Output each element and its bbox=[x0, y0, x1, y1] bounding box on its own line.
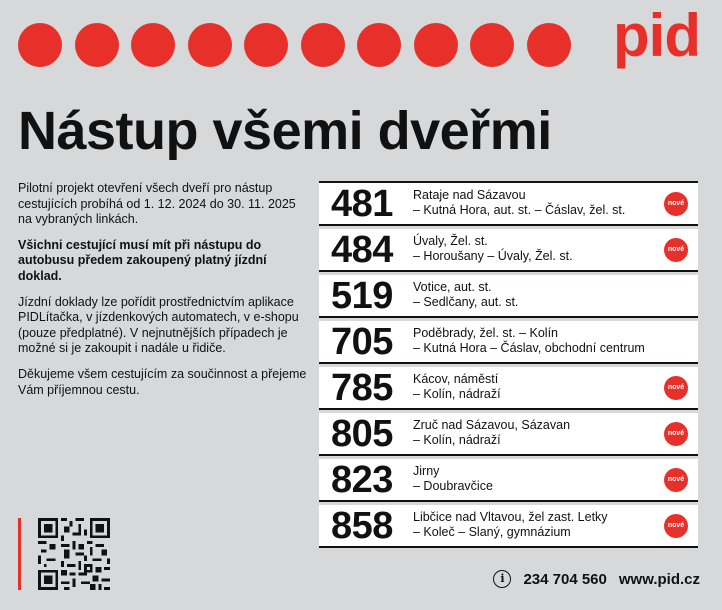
route-line1: Rataje nad Sázavou bbox=[413, 188, 526, 202]
route-line2: – Kolín, nádraží bbox=[413, 387, 501, 401]
route-line1: Jirny bbox=[413, 464, 440, 478]
route-row bbox=[319, 321, 698, 364]
route-destination bbox=[413, 326, 645, 356]
route-line1: Poděbrady, žel. st. – Kolín bbox=[413, 326, 558, 340]
new-badge: nové bbox=[664, 238, 688, 262]
red-dot bbox=[527, 23, 571, 67]
route-line1: Kácov, náměstí bbox=[413, 372, 499, 386]
route-destination bbox=[413, 418, 570, 448]
red-dot bbox=[131, 23, 175, 67]
route-row bbox=[319, 229, 698, 272]
route-number: 484 bbox=[331, 229, 393, 271]
info-icon: i bbox=[493, 570, 511, 588]
qr-code-icon[interactable] bbox=[38, 518, 110, 590]
route-row bbox=[319, 459, 698, 502]
route-destination bbox=[413, 280, 518, 310]
route-destination bbox=[413, 234, 573, 264]
route-number: 858 bbox=[331, 505, 393, 547]
pid-logo: pid bbox=[613, 2, 700, 69]
route-line2: – Sedlčany, aut. st. bbox=[413, 295, 519, 309]
route-number: 823 bbox=[331, 459, 393, 501]
route-number: 785 bbox=[331, 367, 393, 409]
route-number: 481 bbox=[331, 183, 393, 225]
route-line2: – Koleč – Slaný, gymnázium bbox=[413, 525, 571, 539]
intro-paragraph: Pilotní projekt otevření všech dveří pro nástup cestujících probíhá od 1. 12. 2024 do 30. 11. 2025 na vybraných linkách. bbox=[18, 181, 296, 227]
route-row bbox=[319, 183, 698, 226]
route-list bbox=[319, 181, 698, 548]
intro-paragraph: Děkujeme všem cestujícím za součinnost a přejeme Vám příjemnou cestu. bbox=[18, 366, 307, 397]
intro-paragraph: Jízdní doklady lze pořídit prostřednictvím aplikace PIDLítačka, v jízdenkových automatech, v e-shopu (pouze předplatné). V nejnutnějších případech je možné si je zakoupit i nadále u řidiče. bbox=[18, 294, 299, 356]
route-line1: Votice, aut. st. bbox=[413, 280, 492, 294]
new-badge: nové bbox=[664, 376, 688, 400]
new-badge: nové bbox=[664, 422, 688, 446]
route-row bbox=[319, 505, 698, 548]
route-line2: – Doubravčice bbox=[413, 479, 493, 493]
phone-number[interactable]: 234 704 560 bbox=[523, 570, 607, 588]
route-row bbox=[319, 367, 698, 410]
route-destination bbox=[413, 510, 608, 540]
red-dot bbox=[357, 23, 401, 67]
red-dot bbox=[18, 23, 62, 67]
route-line2: – Horoušany – Úvaly, Žel. st. bbox=[413, 249, 573, 263]
route-line2: – Kolín, nádraží bbox=[413, 433, 501, 447]
route-destination bbox=[413, 188, 625, 218]
route-destination bbox=[413, 372, 501, 402]
intro-text bbox=[18, 181, 308, 408]
route-line1: Zruč nad Sázavou, Sázavan bbox=[413, 418, 571, 432]
website-link[interactable]: www.pid.cz bbox=[618, 570, 700, 588]
red-accent-bar bbox=[18, 518, 21, 590]
red-dot bbox=[188, 23, 232, 67]
route-number: 519 bbox=[331, 275, 393, 317]
footer-contact bbox=[493, 570, 700, 588]
route-number: 705 bbox=[331, 321, 393, 363]
red-dot bbox=[301, 23, 345, 67]
route-line1: Libčice nad Vltavou, žel zast. Letky bbox=[413, 510, 608, 524]
route-row bbox=[319, 275, 698, 318]
red-dot bbox=[470, 23, 514, 67]
red-dot bbox=[244, 23, 288, 67]
new-badge: nové bbox=[664, 192, 688, 216]
decorative-dots bbox=[18, 23, 571, 67]
route-destination bbox=[413, 464, 493, 494]
new-badge: nové bbox=[664, 514, 688, 538]
new-badge: nové bbox=[664, 468, 688, 492]
route-number: 805 bbox=[331, 413, 393, 455]
intro-paragraph-bold: Všichni cestující musí mít při nástupu do autobusu předem zakoupený platný jízdní doklad. bbox=[18, 237, 267, 283]
page-title: Nástup všemi dveřmi bbox=[18, 101, 552, 161]
route-line2: – Kutná Hora, aut. st. – Čáslav, žel. st. bbox=[413, 203, 626, 217]
route-line2: – Kutná Hora – Čáslav, obchodní centrum bbox=[413, 341, 645, 355]
route-row bbox=[319, 413, 698, 456]
route-line1: Úvaly, Žel. st. bbox=[413, 234, 488, 248]
red-dot bbox=[75, 23, 119, 67]
red-dot bbox=[414, 23, 458, 67]
